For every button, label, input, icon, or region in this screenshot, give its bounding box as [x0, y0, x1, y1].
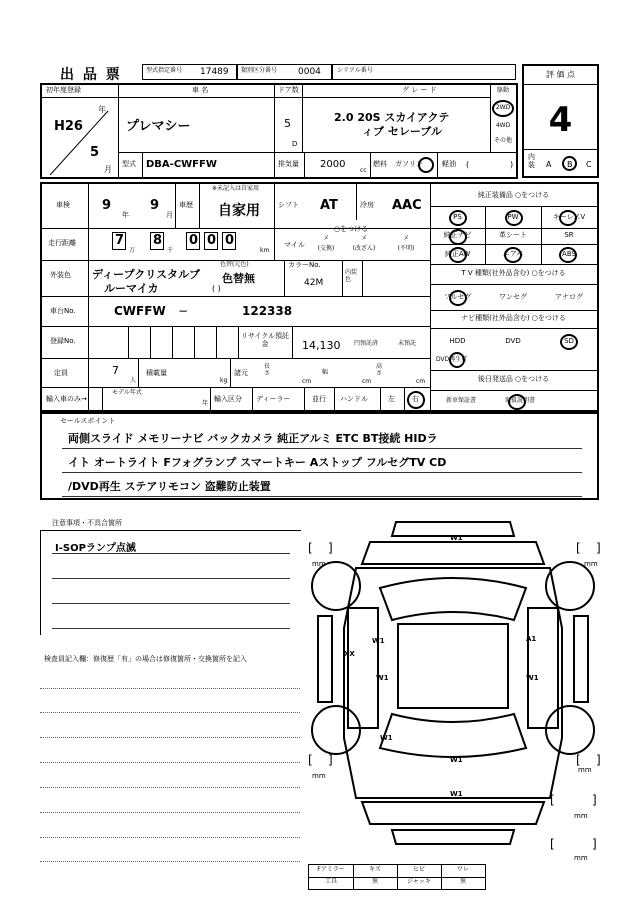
mm-label-rr: mm	[578, 766, 592, 774]
interior-color-label: 内装色	[345, 269, 358, 283]
doors-label: ドア数	[278, 86, 299, 94]
displacement-label: 排気量	[278, 160, 299, 168]
height-label: 高さ	[376, 363, 383, 377]
tv-title: T V 種類(社外品含む) ○をつける	[461, 269, 566, 277]
legend-h1: Fアミラー	[317, 866, 345, 873]
door-d: D	[292, 140, 298, 148]
mark-left-front-door: W1	[372, 637, 385, 645]
meter-opt-3-a: メ	[402, 235, 409, 242]
legend-h3: ヒビ	[412, 866, 425, 873]
interior-a: A	[546, 160, 552, 169]
drive-label: 駆動	[496, 87, 509, 94]
model-label: 型式	[122, 160, 136, 168]
svg-text:]: ]	[596, 541, 601, 555]
model-value: DBA-CWFFW	[146, 159, 217, 170]
svg-text:[: [	[576, 541, 581, 555]
notes-area	[40, 530, 301, 635]
grade-label: グ レ ー ド	[402, 86, 437, 94]
serial-box	[332, 64, 516, 80]
serial-label: シリアル番号	[337, 67, 373, 74]
tv-fullseg-circle	[449, 290, 467, 306]
color-label: 外装色	[50, 271, 71, 279]
after-manual: 取扱説明書	[504, 397, 535, 404]
height-cm: cm	[416, 378, 426, 385]
use-note: ※未記入は自家用	[212, 185, 260, 192]
handle-left: 左	[388, 395, 395, 403]
equip-keyless-circle	[559, 210, 577, 226]
svg-text:]: ]	[328, 541, 333, 555]
legend-v2: 無	[371, 878, 378, 885]
capacity-unit: 人	[130, 377, 137, 384]
class-no-box	[237, 64, 332, 80]
inspector-label: 検査員記入欄：修復歴「有」の場合は修復箇所・交換箇所を記入	[44, 655, 247, 663]
shift-label: シフト	[278, 201, 299, 209]
equip-ps: PS	[453, 213, 462, 221]
length-label: 長さ	[264, 363, 271, 377]
svg-text:[: [	[308, 541, 313, 555]
car-name-label: 車 名	[192, 86, 209, 94]
navi-title: ナビ種類(社外品含む) ○をつける	[461, 314, 566, 322]
tv-oneseg: ワンセグ	[499, 293, 527, 301]
class-no-label: 類別区分番号	[241, 67, 278, 74]
meter-note: ○をつける	[334, 225, 369, 233]
mark-left-rear: W1	[380, 734, 393, 742]
registration-label: 登録No.	[50, 337, 76, 345]
rating-label: 評 価 点	[545, 70, 576, 79]
sales-points-line3: /DVD再生 ステアリモコン 盗難防止装置	[68, 480, 271, 493]
model-year-unit: 年	[202, 400, 209, 407]
notes-label: 注意事項・不具合箇所	[52, 519, 122, 527]
drive-2wd-circle	[492, 100, 514, 117]
shaken-year-unit: 年	[122, 211, 129, 219]
use-value: 自家用	[218, 203, 260, 219]
color-code-value: 42M	[304, 278, 324, 288]
first-reg-label: 初年度登録	[46, 86, 81, 94]
svg-text:]: ]	[592, 793, 597, 807]
navi-dvd-play: DVD再生可	[436, 356, 468, 363]
tv-analog: アナログ	[555, 293, 583, 301]
chassis-label: 車台No.	[50, 307, 76, 315]
import-dealer: ディーラー	[256, 395, 291, 403]
equip-aw: 純正AW	[444, 250, 471, 258]
width-label: 幅	[322, 369, 329, 376]
mm-label-fr: mm	[584, 560, 598, 568]
drive-4wd: 4WD	[495, 122, 511, 129]
load-unit: kg	[220, 377, 228, 384]
capacity-value: 7	[112, 364, 119, 377]
legend-v1: 工具	[324, 878, 337, 885]
displacement-unit: cc	[360, 167, 367, 174]
equip-navi: 純正ナビ	[443, 231, 472, 239]
mm-label-fl: mm	[312, 560, 326, 568]
tv-fullseg: フルセグ	[443, 293, 472, 301]
sales-points-box	[40, 412, 599, 500]
equip-leather: 革シート	[499, 231, 527, 239]
chassis-dash: −	[178, 304, 189, 318]
meter-opt-3-b: (不明)	[397, 245, 415, 252]
type-no-label: 型式指定番号	[146, 67, 183, 74]
mileage-digit-2: 8	[153, 233, 163, 248]
chassis-number: 122338	[242, 304, 293, 318]
shift-value: AT	[320, 198, 338, 213]
import-label: 輸入車のみ→	[46, 395, 87, 403]
equip-abs: ABS	[562, 250, 576, 258]
svg-text:[: [	[550, 837, 555, 851]
equip-abs-circle	[559, 247, 577, 263]
svg-text:]: ]	[328, 753, 333, 767]
svg-text:]: ]	[592, 837, 597, 851]
ac-label: 冷房	[360, 201, 374, 209]
color-code-label: カラーNo.	[288, 261, 321, 269]
drive-other: その他	[493, 137, 512, 144]
equip-navi-circle	[449, 229, 467, 245]
mileage-sen-unit: 千	[167, 247, 174, 254]
sales-points-line2: イト オートライト Fフォグランプ スマートキー Aストップ フルセグTV CD	[68, 456, 447, 469]
meter-opt-2-a: メ	[360, 235, 367, 242]
mark-front: W1	[450, 534, 463, 542]
car-damage-diagram	[300, 508, 620, 868]
mileage-digit-1: 7	[115, 233, 125, 248]
handle-label: ハンドル	[340, 395, 368, 403]
displacement-value: 2000	[320, 159, 346, 170]
capacity-label: 定員	[54, 369, 68, 377]
import-class-label: 輸入区分	[214, 395, 242, 403]
navi-dvd-play-circle	[449, 352, 465, 368]
mm-label-rl: mm	[312, 772, 326, 780]
interior-c: C	[586, 160, 592, 169]
navi-sd-circle	[560, 334, 578, 350]
car-name: プレマシー	[126, 119, 191, 134]
meter-opt-1-b: (交換)	[317, 245, 335, 252]
after-warranty: 新車保証書	[445, 397, 476, 404]
chassis-prefix: CWFFW	[114, 304, 166, 318]
color-change-label: 色替(元色)	[220, 261, 249, 268]
mark-rear: W1	[450, 756, 463, 764]
equipment-title: 純正装備品 ○をつける	[477, 191, 550, 199]
svg-text:[: [	[550, 793, 555, 807]
svg-text:[: [	[576, 753, 581, 767]
handle-right-circle	[407, 391, 425, 409]
use-label: 車歴	[179, 201, 193, 209]
form-title: 出 品 票	[60, 67, 122, 83]
legend-v3: ジャッキ	[407, 878, 431, 885]
mileage-digit-4: 0	[207, 233, 217, 248]
shaken-label: 車検	[56, 201, 70, 209]
equip-airbag-circle	[504, 247, 522, 263]
after-title: 後日発送品 ○をつける	[477, 375, 550, 383]
width-cm: cm	[362, 378, 372, 385]
mark-left-rear-door: W1	[376, 674, 389, 682]
car-info-block: 初年度登録 H26 年 5 月 車 名 プレマシー ドア数 5 D グ レ ー ド 2.0 20S スカイアクテ ィブ セレーブル 駆動 2WD 4WD その他 型式 DBA-CWFFW 排気量 2000 cc 燃料 ガソリン 軽油 ( )	[40, 83, 518, 179]
model-year-label: モデル年式	[112, 389, 142, 396]
recycle-unit: 円預託済	[354, 340, 379, 347]
drive-2wd: 2WD	[495, 104, 511, 111]
grade-line2: ィブ セレーブル	[362, 125, 442, 138]
color-name-line2: ルーマイカ	[104, 282, 159, 295]
mileage-digit-3: 0	[189, 233, 199, 248]
legend-table	[308, 864, 486, 890]
dims-label: 諸元	[234, 369, 248, 377]
color-change-value: 色替無	[222, 272, 255, 285]
mark-left-sill: XX	[344, 650, 355, 658]
doors-value: 5	[284, 117, 291, 130]
light-oil-label: 軽油	[442, 160, 456, 168]
mileage-man-unit: 万	[129, 247, 136, 254]
equip-pw-circle	[505, 210, 523, 226]
sales-points-label: セールスポイント	[60, 417, 116, 425]
ac-value: AAC	[392, 198, 422, 213]
first-reg-month: 5	[90, 145, 100, 160]
recycle-label: リサイクル預託金	[240, 332, 290, 348]
shaken-month: 9	[150, 198, 160, 213]
mileage-digit-5: 0	[225, 233, 235, 248]
after-manual-circle	[508, 394, 526, 410]
equip-keyless: キーレスV	[552, 213, 586, 221]
interior-label: 内装	[528, 153, 535, 169]
equip-sr: SR	[564, 231, 574, 239]
fuel-value: ガソリン	[395, 160, 423, 168]
load-label: 積載量	[146, 369, 167, 377]
recycle-value: 14,130	[302, 339, 341, 352]
month-unit: 月	[104, 165, 112, 174]
mm-label-spare: mm	[574, 854, 588, 862]
length-cm: cm	[302, 378, 312, 385]
meter-opt-2-b: (改ざん)	[352, 245, 376, 252]
legend-h2: キズ	[369, 866, 381, 873]
equip-aw-circle	[449, 247, 467, 263]
equip-airbag: エアバ	[502, 250, 524, 258]
first-reg-year: H26	[54, 119, 83, 134]
legend-h4: ワレ	[456, 866, 469, 873]
color-name-line1: ディープクリスタルブ	[92, 268, 201, 281]
class-no-value: 0004	[298, 67, 321, 77]
equip-ps-circle	[449, 210, 467, 226]
navi-hdd: HDD	[449, 337, 466, 345]
recycle-unpaid: 未預託	[398, 340, 417, 347]
type-no-value: 17489	[200, 67, 229, 77]
meter-opt-1-a: メ	[322, 235, 329, 242]
grade-line1: 2.0 20S スカイアクテ	[334, 111, 450, 124]
navi-sd: SD	[564, 337, 574, 345]
navi-dvd: DVD	[505, 337, 521, 345]
import-parallel: 並行	[312, 395, 326, 403]
shaken-month-unit: 月	[166, 211, 173, 219]
fuel-circle	[418, 157, 434, 173]
mark-right-front-door: A1	[526, 635, 537, 643]
mileage-label: 走行距離	[48, 239, 76, 247]
svg-text:[: [	[308, 753, 313, 767]
handle-right: 右	[412, 395, 419, 403]
type-no-box	[142, 64, 237, 80]
mileage-km-unit: km	[260, 247, 270, 254]
sales-points-line1: 両側スライド メモリーナビ バックカメラ 純正アルミ ETC BT接続 HIDラ	[68, 432, 438, 445]
shaken-year: 9	[102, 198, 112, 213]
mm-label-extra: mm	[574, 812, 588, 820]
mark-right-rear-door: W1	[526, 674, 539, 682]
mile-label: マイル	[284, 241, 305, 249]
interior-b-circle	[562, 156, 577, 171]
color-paren: ( )	[212, 284, 221, 293]
rating-value: 4	[548, 100, 573, 140]
mark-rear-bumper: W1	[450, 790, 463, 798]
fuel-label: 燃料	[373, 160, 387, 168]
legend-v4: 無	[459, 878, 466, 885]
svg-text:]: ]	[596, 753, 601, 767]
rating-box	[522, 64, 599, 178]
interior-b: B	[567, 160, 573, 169]
notes-line1: I-SOPランプ点滅	[55, 543, 136, 554]
year-unit: 年	[98, 105, 106, 114]
equip-pw: PW	[507, 213, 519, 221]
spec-block	[40, 182, 599, 412]
